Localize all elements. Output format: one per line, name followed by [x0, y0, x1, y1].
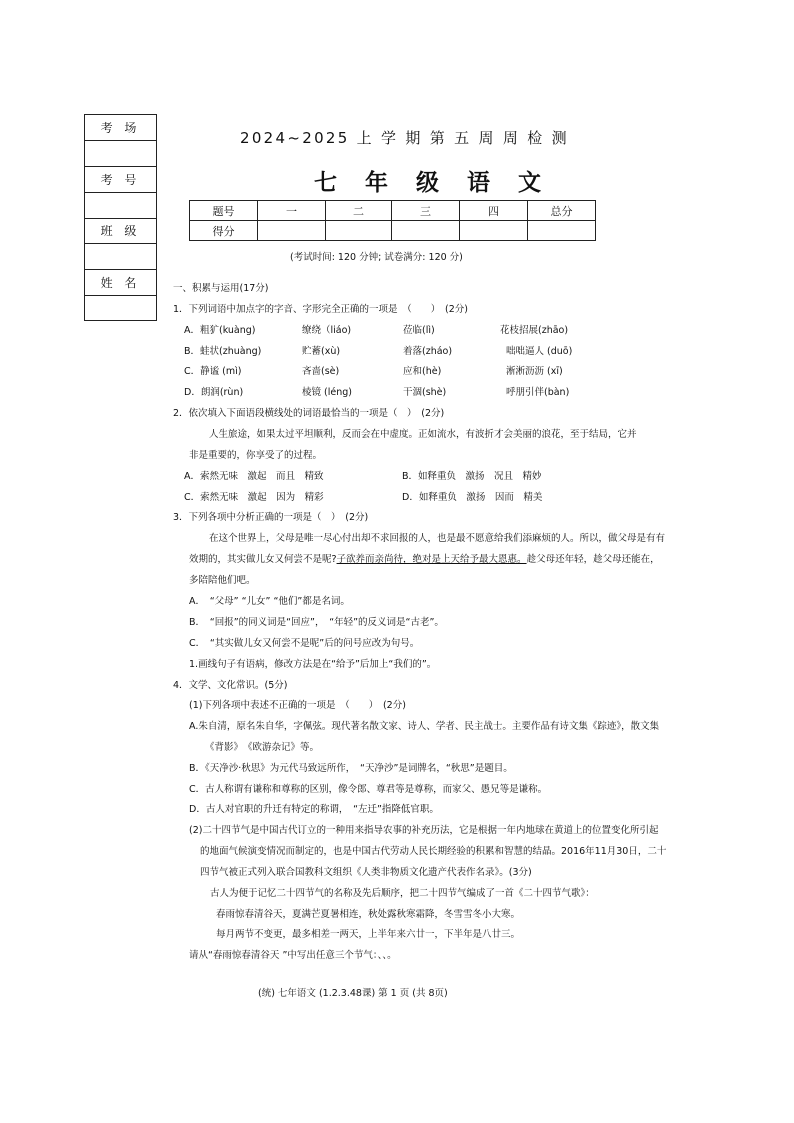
score-header-cell: 三	[392, 201, 460, 221]
score-cell[interactable]	[528, 221, 596, 241]
name-field[interactable]	[85, 296, 156, 322]
score-cell[interactable]	[326, 221, 392, 241]
subject-title: 七 年 级 语 文	[314, 170, 552, 196]
option-text: B．《天净沙·秋思》为元代马致远所作， “天净沙”是词牌名，“秋思”是题目。	[189, 763, 513, 774]
option-text: 莅临(lì)	[403, 325, 435, 336]
option-text: 淅淅沥沥 (xī)	[506, 366, 563, 377]
score-header-cell: 总分	[528, 201, 596, 221]
passage-text: 效期的，其实做儿女又何尝不是呢?	[189, 554, 337, 565]
passage-text: 趁父母还年轻，趁父母还能在，	[526, 554, 660, 565]
option-text: A． “父母” “儿女” “他们”都是名词。	[189, 596, 350, 607]
option-text: 贮蓄(xù)	[302, 346, 341, 357]
option-text: D．如释重负 激扬 因而 精美	[402, 492, 543, 503]
passage-line: 古人为便于记忆二十四节气的名称及先后顺序，把二十四节气编成了一首《二十四节气歌》：	[210, 888, 595, 899]
passage-line: 人生旅途，如果太过平坦顺利，反而会在中虚度。正如流水，有波折才会美丽的浪花，至于结局，它并	[209, 429, 637, 440]
passage-line: 非是重要的，你享受了的过程。	[189, 450, 323, 461]
score-table-header-row	[190, 201, 596, 221]
class-label: 班 级	[85, 219, 156, 245]
option-text: A．索然无味 激起 而且 精致	[184, 471, 324, 482]
sub-question-stem: (1)下列各项中表述不正确的一项是 （ ） (2分)	[189, 700, 406, 711]
passage-line: 四节气被正式列入联合国教科文组织《人类非物质文化遗产代表作名录》。(3分)	[200, 867, 532, 878]
exam-time-note: (考试时间: 120 分钟; 试卷满分: 120 分)	[290, 252, 463, 263]
option-text: A.朱自清，原名朱自华，字佩弦。现代著名散文家、诗人、学者、民主战士。主要作品有诗文集《踪迹》，散文集	[189, 721, 660, 732]
question-stem: 3．下列各项中分析正确的一项是（ ） (2分)	[173, 512, 369, 523]
exam-room-label: 考 场	[85, 115, 156, 141]
option-text: 咄咄逼人 (duō)	[506, 346, 573, 357]
score-table-score-row	[190, 221, 596, 241]
name-label: 姓 名	[85, 270, 156, 296]
option-text: 干涸(shè)	[403, 387, 447, 398]
exam-room-field[interactable]	[85, 141, 156, 167]
passage-line: 多陪陪他们吧。	[189, 575, 256, 586]
passage-line: (2)二十四节气是中国古代订立的一种用来指导农事的补充历法，它是根据一年内地球在黄道上的位置变化所引起	[189, 825, 659, 836]
option-text: A．粗犷(kuàng)	[184, 325, 256, 336]
option-text: D．古人对官职的升迁有特定的称谓， “左迁”指降低官职。	[189, 804, 439, 815]
score-cell[interactable]	[460, 221, 528, 241]
exam-title: 2024~2025 上 学 期 第 五 周 周 检 测	[240, 129, 569, 147]
question-stem: 2．依次填入下面语段横线处的词语最恰当的一项是（ ） (2分)	[173, 408, 445, 419]
song-line: 春雨惊春清谷天，夏满芒夏暑相连，秋处露秋寒霜降，冬雪雪冬小大寒。	[216, 909, 521, 920]
option-text: B．蛙状(zhuàng)	[184, 346, 262, 357]
section-heading: 一、积累与运用(17分)	[173, 283, 269, 294]
score-header-cell: 一	[258, 201, 326, 221]
option-text: 呼朋引伴(bàn)	[506, 387, 570, 398]
option-text: C．索然无味 激起 因为 精彩	[184, 492, 324, 503]
option-text: 着落(zháo)	[403, 346, 453, 357]
option-text: D．朗润(rùn)	[184, 387, 244, 398]
option-text: 缭绕（liáo)	[302, 325, 352, 336]
option-text: 应和(hè)	[403, 366, 442, 377]
page-footer: (统) 七年语文 (1.2.3.48课) 第 1 页 (共 8页)	[258, 988, 448, 999]
score-header-cell: 题号	[190, 201, 258, 221]
score-cell[interactable]	[392, 221, 460, 241]
option-text: B．如释重负 激扬 况且 精妙	[402, 471, 542, 482]
option-text: B． “回报”的同义词是“回应”， “年轻”的反义词是“古老”。	[189, 617, 444, 628]
option-text: 1.画线句子有语病，修改方法是在“给予”后加上“我们的”。	[189, 659, 437, 670]
option-text: C． “其实做儿女又何尝不是呢”后的问号应改为句号。	[189, 638, 420, 649]
score-row-label: 得分	[190, 221, 258, 241]
option-text: 《背影》 《欧游杂记》等。	[205, 742, 320, 753]
score-table	[189, 200, 596, 241]
score-header-cell: 四	[460, 201, 528, 221]
exam-number-label: 考 号	[85, 167, 156, 193]
question-stem: 4．文学、文化常识。(5分)	[173, 680, 288, 691]
option-text: C．静谧 (mì)	[184, 366, 242, 377]
song-line: 每月两节不变更，最多相差一两天，上半年来六廿一，下半年是八廿三。	[216, 929, 521, 940]
passage-line	[189, 551, 660, 565]
score-header-cell: 二	[326, 201, 392, 221]
option-text: 吝啬(sè)	[302, 366, 340, 377]
answer-prompt: 请从“春雨惊春清谷天 ”中写出任意三个节气：、、。	[189, 950, 397, 961]
passage-line: 在这个世界上，父母是唯一尽心付出却不求回报的人，也是最不愿意给我们添麻烦的人。所以，做父母是有有	[209, 533, 666, 544]
option-text: 棱镜 (léng)	[302, 387, 352, 398]
class-field[interactable]	[85, 244, 156, 270]
student-info-box	[84, 114, 157, 321]
question-stem: 1．下列词语中加点字的字音、字形完全正确的一项是 （ ） (2分)	[173, 304, 469, 315]
option-text: 花枝招展(zhāo)	[500, 325, 569, 336]
score-cell[interactable]	[258, 221, 326, 241]
passage-line: 的地面气候演变情况而制定的，也是中国古代劳动人民长期经验的积累和智慧的结晶。2016年11月30日，二十	[200, 846, 667, 857]
exam-number-field[interactable]	[85, 193, 156, 219]
underlined-sentence: 子欲养而亲尚待，绝对是上天给予最大恩惠。	[336, 554, 527, 565]
option-text: C．古人称谓有谦称和尊称的区别，像令郎、尊君等是尊称，而家父、愚兄等是谦称。	[189, 784, 548, 795]
